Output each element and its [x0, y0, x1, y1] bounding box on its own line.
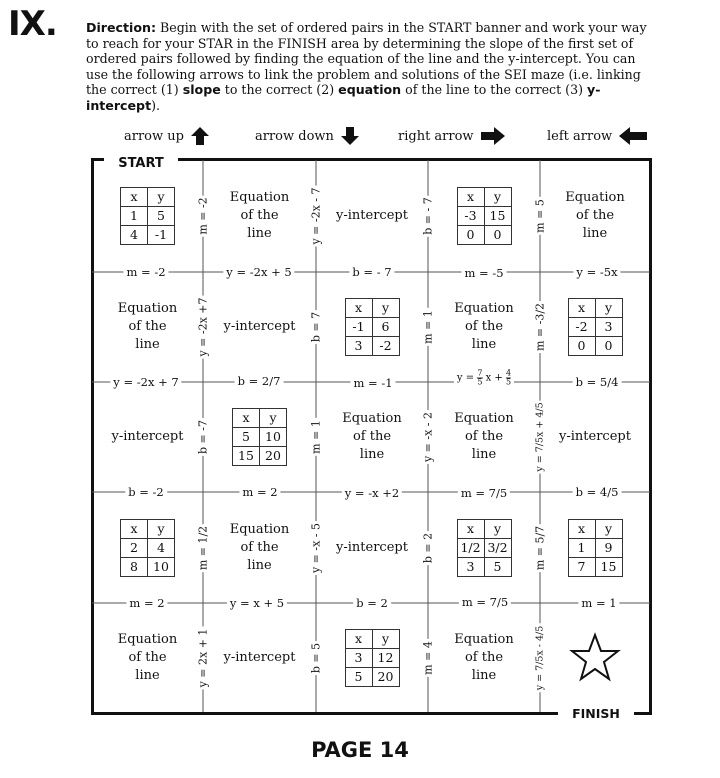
hlabel-fraction-equation: y = $\frac{7}{5}$ x + $\frac{4}{5}$: [454, 370, 514, 387]
direction-part3: of the line to the correct (3): [405, 82, 584, 98]
vlabel: m = 1/2: [196, 525, 210, 571]
cell-table-start: [92, 160, 203, 272]
hlabel: y = -5x: [573, 265, 620, 279]
page-number: PAGE 14: [311, 738, 409, 762]
cell-table: [316, 603, 428, 713]
section-number: IX.: [8, 4, 57, 44]
legend-arrow-left-label: left arrow: [547, 128, 613, 144]
legend-arrow-up-label: arrow up: [124, 128, 184, 144]
vlabel: y = 7/5x + 4/5: [534, 402, 546, 472]
xy-table: x y 2 4 8 10: [120, 519, 175, 577]
hlabel: m = 2: [239, 485, 280, 499]
star-icon: [569, 632, 621, 684]
direction-equation: equation: [338, 82, 402, 98]
vlabel: m = -3/2: [533, 302, 547, 352]
vlabel: b = - 7: [421, 197, 435, 235]
direction-label: Direction:: [86, 20, 156, 35]
xy-table: x y -1 6 3 -2: [345, 298, 400, 356]
vlabel: y = 7/5x - 4/5: [534, 625, 546, 691]
hlabel: b = - 7: [349, 265, 394, 279]
cell-table: [540, 272, 650, 382]
vlabel: y = -x - 2: [421, 411, 435, 463]
hlabel: m = 2: [126, 596, 167, 610]
hlabel: m = -2: [123, 265, 168, 279]
hlabel: b = 4/5: [573, 485, 622, 499]
cell-equation: Equation of the line: [454, 411, 514, 462]
cell-equation: Equation of the line: [229, 190, 290, 241]
hlabel: b = 2: [353, 596, 391, 610]
xy-table: x y -3 15 0 0: [457, 187, 512, 245]
cell-table: [540, 492, 650, 603]
vlabel: y = -2x +7: [196, 297, 210, 357]
vlabel: m = 5: [533, 199, 547, 233]
hlabel: b = 5/4: [573, 375, 622, 389]
cell-table: [428, 160, 540, 272]
hlabel: m = -5: [461, 266, 506, 280]
vlabel: y = -x - 5: [309, 522, 323, 574]
cell-y-intercept: y-intercept: [223, 650, 296, 665]
xy-table: x y 1 9 7 15: [568, 519, 623, 577]
xy-table: x y -2 3 0 0: [568, 298, 623, 356]
cell-y-intercept: y-intercept: [223, 319, 296, 334]
cell-equation: Equation of the line: [117, 632, 178, 683]
vlabel: y = -2x - 7: [309, 187, 323, 245]
cell-y-intercept: y-intercept: [111, 429, 184, 444]
vlabel: b = 5: [309, 642, 323, 674]
vlabel: y = 2x + 1: [196, 628, 210, 688]
vlabel: b = 7: [309, 311, 323, 343]
hlabel: y = -2x + 7: [110, 375, 181, 389]
cell-finish-star: [540, 603, 650, 713]
direction-part1: Begin with the set of ordered pairs in the START banner and work your way to reach for your STAR in the FINISH area by determining the slope of the first set of ordered pairs followed by finding the equation of the line and the y-intercept. You can use the following arrows to link the problem and solutions of the SEI maze (i.e. linking the correct (1): [86, 20, 647, 98]
vlabel: m = 4: [421, 641, 435, 675]
vlabel: m = 1: [421, 310, 435, 344]
finish-banner: FINISH: [558, 700, 634, 726]
xy-table: x y 3 12 5 20: [345, 629, 400, 687]
hlabel: b = 2/7: [235, 374, 284, 388]
direction-part2: to the correct (2): [224, 82, 335, 98]
cell-equation: Equation of the line: [342, 411, 402, 462]
cell-table: [428, 492, 540, 603]
hlabel: b = -2: [125, 485, 167, 499]
vlabel: b = -7: [196, 420, 210, 454]
hlabel: y = -x +2: [342, 486, 402, 500]
hlabel: y = x + 5: [227, 596, 287, 610]
cell-equation: Equation of the line: [229, 521, 290, 573]
hlabel: m = -1: [350, 376, 395, 390]
cell-table: [316, 272, 428, 382]
vlabel: m = -2: [196, 197, 210, 235]
cell-equation: Equation of the line: [454, 301, 514, 352]
xy-table: x y 5 10 15 20: [232, 408, 287, 466]
direction-end: ).: [151, 97, 161, 113]
cell-equation: Equation of the line: [565, 190, 625, 241]
vlabel: m = 1: [309, 420, 323, 454]
cell-y-intercept: y-intercept: [336, 539, 408, 555]
start-banner: START: [104, 150, 178, 176]
hlabel: y = -2x + 5: [223, 265, 294, 279]
direction-slope: slope: [182, 82, 221, 98]
xy-table: x y 1/2 3/2 3 5: [457, 519, 512, 577]
legend-arrow-right-label: right arrow: [398, 128, 474, 144]
cell-y-intercept: y-intercept: [559, 429, 631, 444]
cell-equation: Equation of the line: [117, 301, 178, 352]
hlabel: m = 1: [578, 596, 619, 610]
hlabel: m = 7/5: [459, 595, 511, 609]
cell-equation: Equation of the line: [454, 632, 514, 683]
cell-y-intercept: y-intercept: [336, 208, 408, 223]
vlabel: m = 5/7: [533, 525, 547, 571]
xy-table: x y 1 5 4 -1: [120, 187, 175, 245]
cell-table: [203, 382, 316, 492]
legend-arrow-down-label: arrow down: [255, 128, 334, 144]
cell-table: [92, 492, 203, 603]
hlabel: m = 7/5: [458, 486, 510, 500]
vlabel: b = 2: [421, 532, 435, 564]
direction-intercept: y-intercept: [86, 82, 601, 113]
